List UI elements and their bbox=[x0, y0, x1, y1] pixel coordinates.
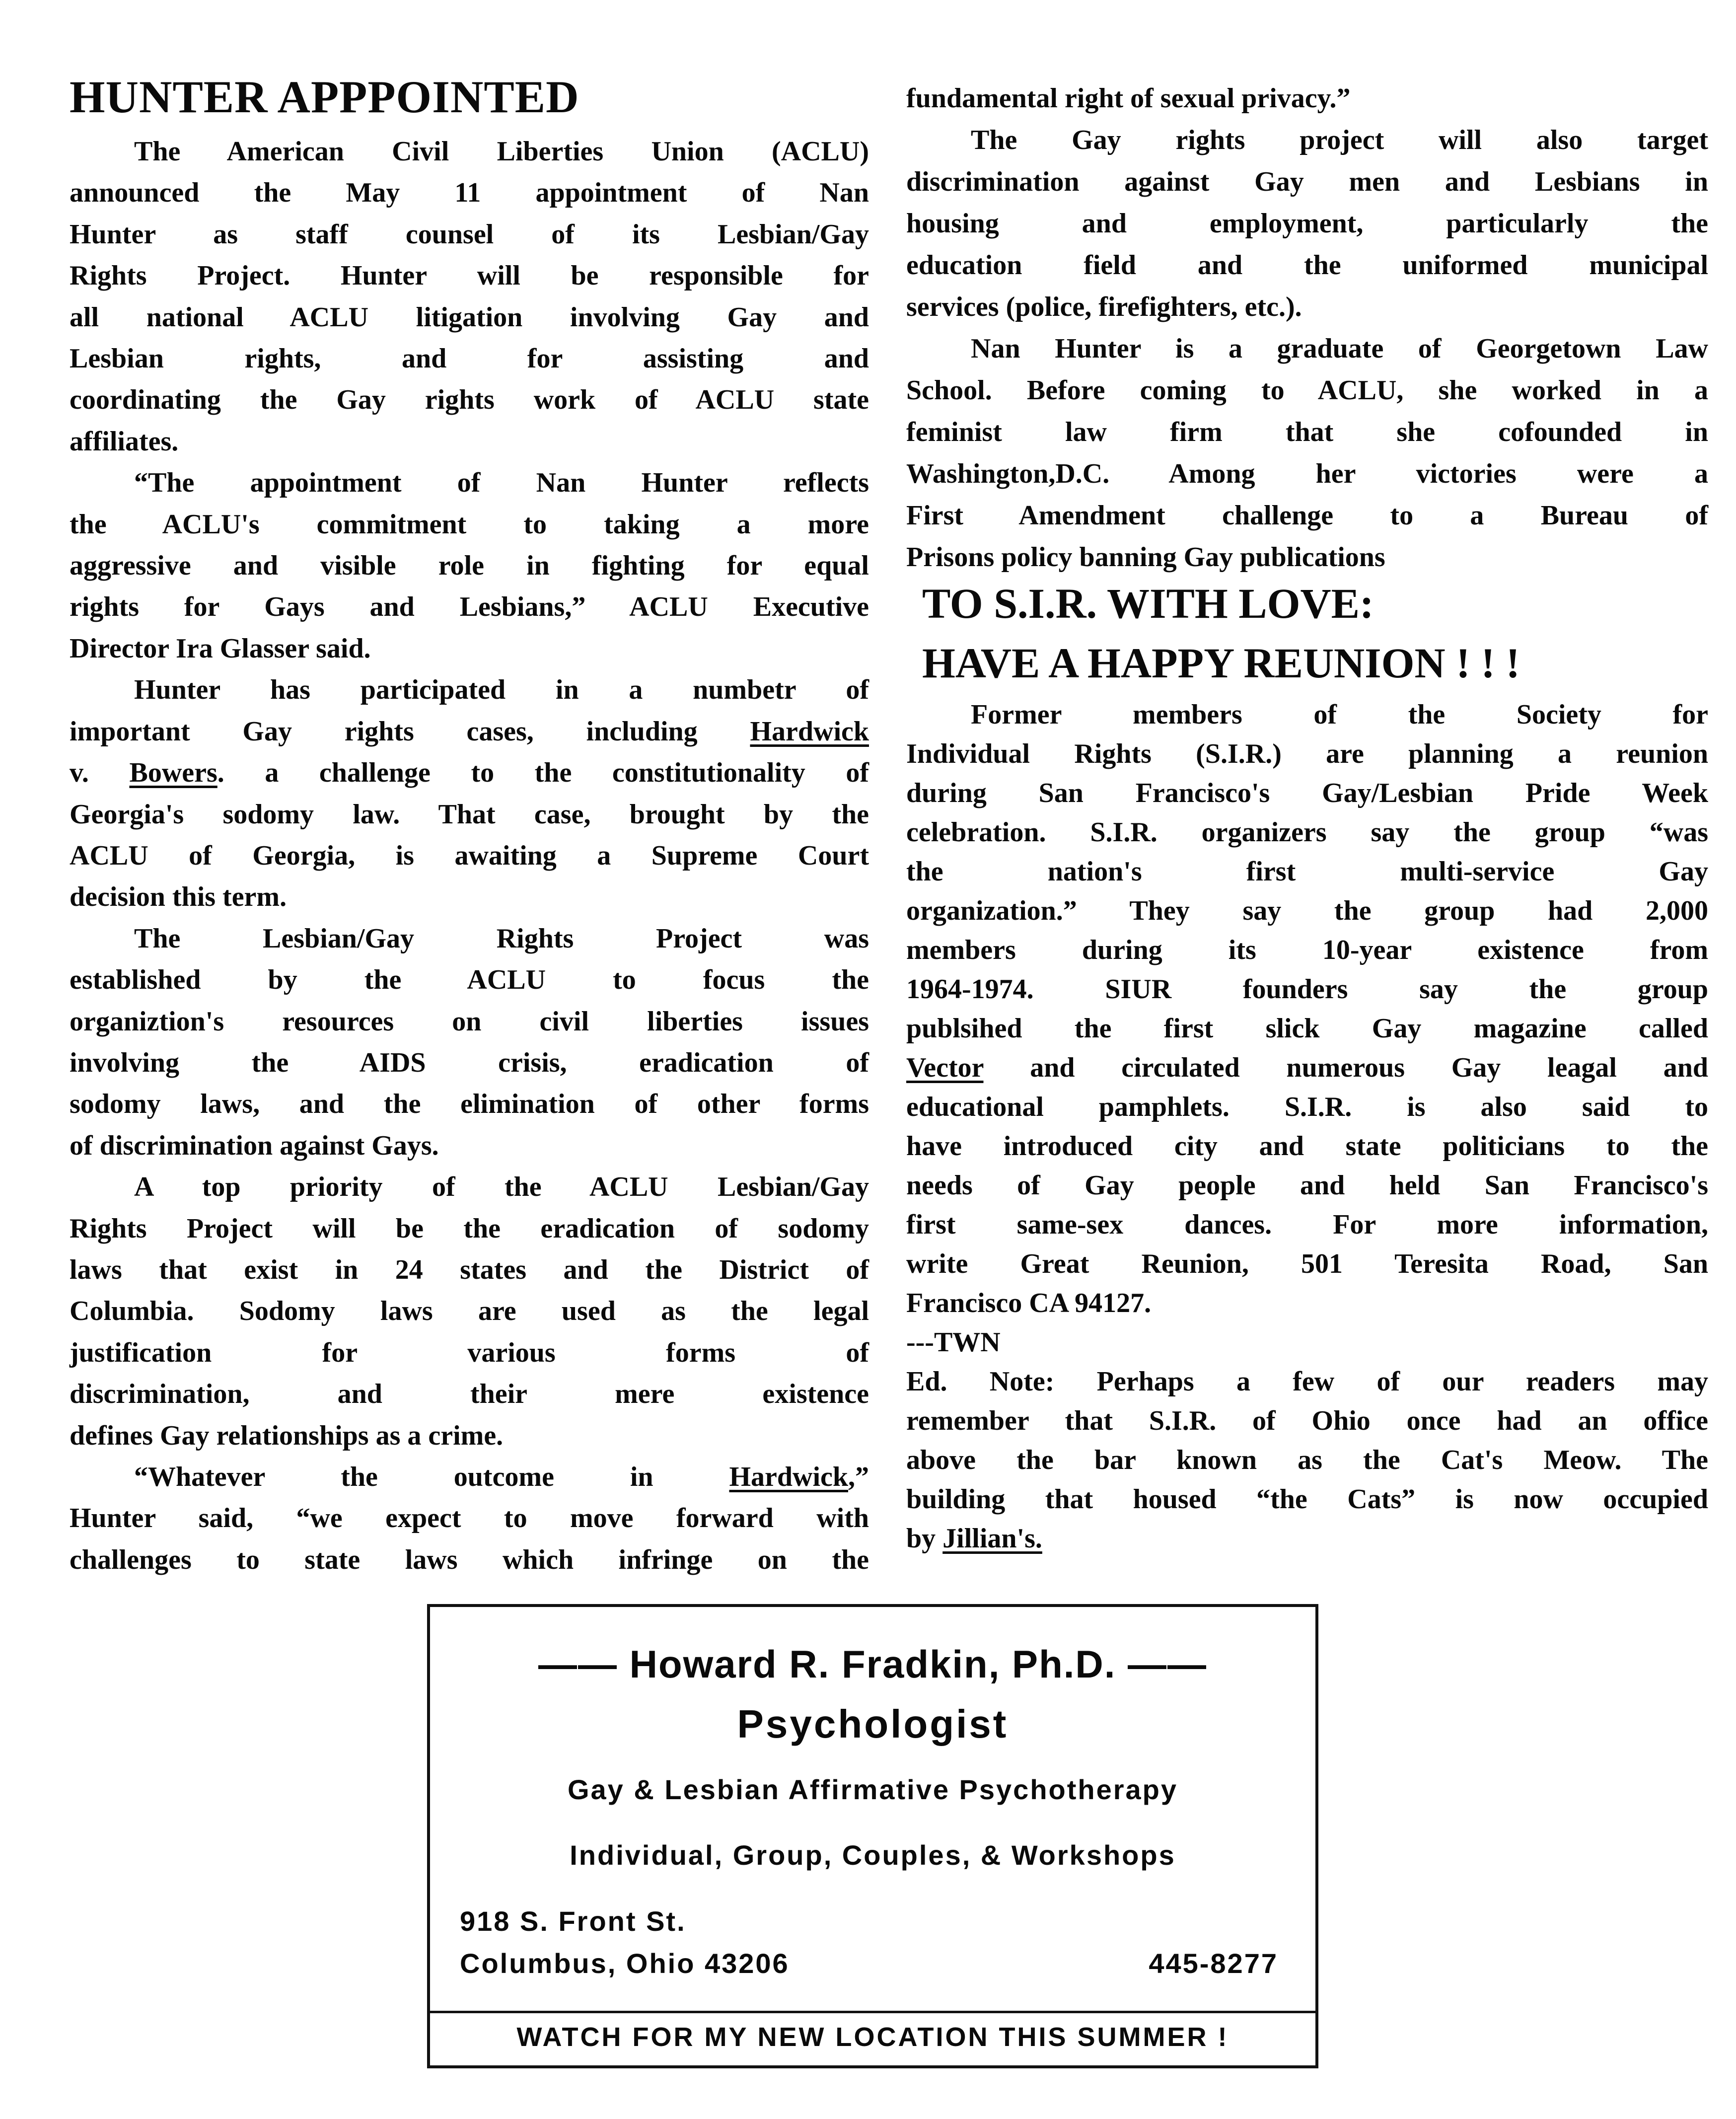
text-line: involving the AIDS crisis, eradication of bbox=[70, 1047, 869, 1078]
text-line: “The appointment of Nan Hunter reflects bbox=[134, 467, 869, 499]
article-hunter-body bbox=[70, 131, 869, 1581]
text-line: The Gay rights project will also target bbox=[971, 125, 1708, 155]
ad-specialty: Gay & Lesbian Affirmative Psychotherapy bbox=[567, 1774, 1178, 1805]
text-segment: “Whatever the outcome in bbox=[134, 1461, 729, 1492]
text-line: discrimination against Gay men and Lesbians in bbox=[906, 166, 1708, 197]
text-line: 1964-1974. SIUR founders say the group bbox=[906, 974, 1708, 1005]
text-line: needs of Gay people and held San Francisco's bbox=[906, 1170, 1708, 1201]
text-line: affiliates. bbox=[70, 426, 179, 457]
underlined-title: Hardwick bbox=[729, 1461, 848, 1492]
text-line: coordinating the Gay rights work of ACLU state bbox=[70, 384, 869, 416]
text-segment: ,” bbox=[848, 1461, 869, 1492]
text-segment: by bbox=[906, 1523, 943, 1554]
text-line: feminist law firm that she cofounded in bbox=[906, 417, 1708, 447]
ad-profession: Psychologist bbox=[737, 1702, 1009, 1746]
ad-divider bbox=[430, 2011, 1315, 2013]
text-line: fundamental right of sexual privacy.” bbox=[906, 83, 1351, 114]
text-line: all national ACLU litigation involving Gay and bbox=[70, 301, 869, 333]
text-line bbox=[906, 1519, 1708, 1558]
text-line bbox=[70, 711, 869, 752]
article-title-hunter-appointed: HUNTER APPPOINTED bbox=[70, 72, 579, 122]
ad-name: —— Howard R. Fradkin, Ph.D. —— bbox=[538, 1642, 1208, 1686]
text-line: School. Before coming to ACLU, she worked in a bbox=[906, 375, 1708, 406]
text-line: during San Francisco's Gay/Lesbian Pride Week bbox=[906, 778, 1708, 808]
text-line: Lesbian rights, and for assisting and bbox=[70, 343, 869, 374]
text-line: publsihed the first slick Gay magazine called bbox=[906, 1013, 1708, 1044]
text-line: decision this term. bbox=[70, 881, 287, 913]
text-line: Washington,D.C. Among her victories were a bbox=[906, 458, 1708, 489]
text-line: First Amendment challenge to a Bureau of bbox=[906, 500, 1708, 531]
text-line: A top priority of the ACLU Lesbian/Gay bbox=[134, 1171, 869, 1203]
text-line: justification for various forms of bbox=[70, 1337, 869, 1368]
text-line: Hunter as staff counsel of its Lesbian/Gay bbox=[70, 219, 869, 250]
text-line: defines Gay relationships as a crime. bbox=[70, 1420, 504, 1451]
text-line: Prisons policy banning Gay publications bbox=[906, 542, 1385, 573]
ad-services: Individual, Group, Couples, & Workshops bbox=[570, 1839, 1176, 1871]
advertisement-box bbox=[427, 1604, 1318, 2068]
article-hunter-continued bbox=[906, 77, 1708, 578]
text-line: Hunter said, “we expect to move forward with bbox=[70, 1503, 869, 1534]
text-line: challenges to state laws which infringe on the bbox=[70, 1544, 869, 1575]
text-line: announced the May 11 appointment of Nan bbox=[70, 177, 869, 209]
text-line: ---TWN bbox=[906, 1327, 1001, 1358]
text-segment: . a challenge to the constitutionality of bbox=[217, 757, 869, 789]
text-line: education field and the uniformed municipal bbox=[906, 250, 1708, 281]
text-line: the ACLU's commitment to taking a more bbox=[70, 509, 869, 540]
underlined-title: Vector bbox=[906, 1052, 984, 1083]
text-line: remember that S.I.R. of Ohio once had an office bbox=[906, 1405, 1708, 1436]
text-line: The Lesbian/Gay Rights Project was bbox=[134, 923, 869, 954]
text-line: Ed. Note: Perhaps a few of our readers may bbox=[906, 1366, 1708, 1397]
ad-street: 918 S. Front St. bbox=[460, 1905, 686, 1937]
text-line: Director Ira Glasser said. bbox=[70, 633, 371, 664]
text-line bbox=[70, 1457, 869, 1498]
text-line: building that housed “the Cats” is now occupied bbox=[906, 1484, 1708, 1515]
ad-phone: 445-8277 bbox=[1149, 1948, 1278, 1979]
article-title-sir-line2: HAVE A HAPPY REUNION ! ! ! bbox=[922, 639, 1520, 687]
text-line: first same-sex dances. For more information, bbox=[906, 1209, 1708, 1240]
text-line: established by the ACLU to focus the bbox=[70, 964, 869, 996]
text-line: sodomy laws, and the elimination of other forms bbox=[70, 1089, 869, 1120]
text-line: Columbia. Sodomy laws are used as the legal bbox=[70, 1296, 869, 1327]
text-line: housing and employment, particularly the bbox=[906, 208, 1708, 239]
underlined-title: Bowers bbox=[129, 757, 217, 789]
text-line bbox=[906, 1048, 1708, 1088]
text-line: organization.” They say the group had 2,000 bbox=[906, 895, 1708, 926]
text-line: ACLU of Georgia, is awaiting a Supreme Court bbox=[70, 840, 869, 871]
ad-city: Columbus, Ohio 43206 bbox=[460, 1948, 790, 1979]
text-line: the nation's first multi-service Gay bbox=[906, 856, 1708, 887]
text-line: aggressive and visible role in fighting for equal bbox=[70, 550, 869, 582]
text-line: discrimination, and their mere existence bbox=[70, 1379, 869, 1410]
ad-notice: WATCH FOR MY NEW LOCATION THIS SUMMER ! bbox=[516, 2022, 1229, 2052]
underlined-title: Hardwick bbox=[750, 716, 869, 747]
underlined-title: Jillian's. bbox=[942, 1523, 1042, 1554]
text-line: Rights Project will be the eradication of sodomy bbox=[70, 1213, 869, 1244]
text-line: The American Civil Liberties Union (ACLU) bbox=[134, 136, 869, 167]
text-line: rights for Gays and Lesbians,” ACLU Executive bbox=[70, 591, 869, 623]
text-line: Francisco CA 94127. bbox=[906, 1288, 1152, 1318]
text-line bbox=[70, 752, 869, 794]
article-title-sir-line1: TO S.I.R. WITH LOVE: bbox=[922, 580, 1374, 627]
text-line: Rights Project. Hunter will be responsible for bbox=[70, 260, 869, 292]
text-segment: and circulated numerous Gay leagal and bbox=[983, 1052, 1708, 1083]
text-line: Individual Rights (S.I.R.) are planning a reunion bbox=[906, 738, 1708, 769]
text-line: celebration. S.I.R. organizers say the group “was bbox=[906, 817, 1708, 848]
text-line: of discrimination against Gays. bbox=[70, 1130, 439, 1161]
text-line: members during its 10-year existence from bbox=[906, 935, 1708, 965]
text-line: Hunter has participated in a numbetr of bbox=[134, 674, 869, 706]
text-segment: v. bbox=[70, 757, 130, 789]
text-line: Former members of the Society for bbox=[971, 699, 1708, 730]
text-line: write Great Reunion, 501 Teresita Road, San bbox=[906, 1248, 1708, 1279]
text-line: educational pamphlets. S.I.R. is also said to bbox=[906, 1092, 1708, 1122]
text-line: services (police, firefighters, etc.). bbox=[906, 292, 1302, 322]
text-line: Nan Hunter is a graduate of Georgetown Law bbox=[971, 333, 1708, 364]
text-line: above the bar known as the Cat's Meow. The bbox=[906, 1445, 1708, 1475]
text-line: laws that exist in 24 states and the District of bbox=[70, 1254, 869, 1285]
article-sir-body bbox=[906, 695, 1708, 1558]
text-segment: important Gay rights cases, including bbox=[70, 716, 750, 747]
text-line: Georgia's sodomy law. That case, brought by the bbox=[70, 799, 869, 830]
text-line: organiztion's resources on civil liberties issues bbox=[70, 1006, 869, 1037]
text-line: have introduced city and state politicians to the bbox=[906, 1131, 1708, 1162]
